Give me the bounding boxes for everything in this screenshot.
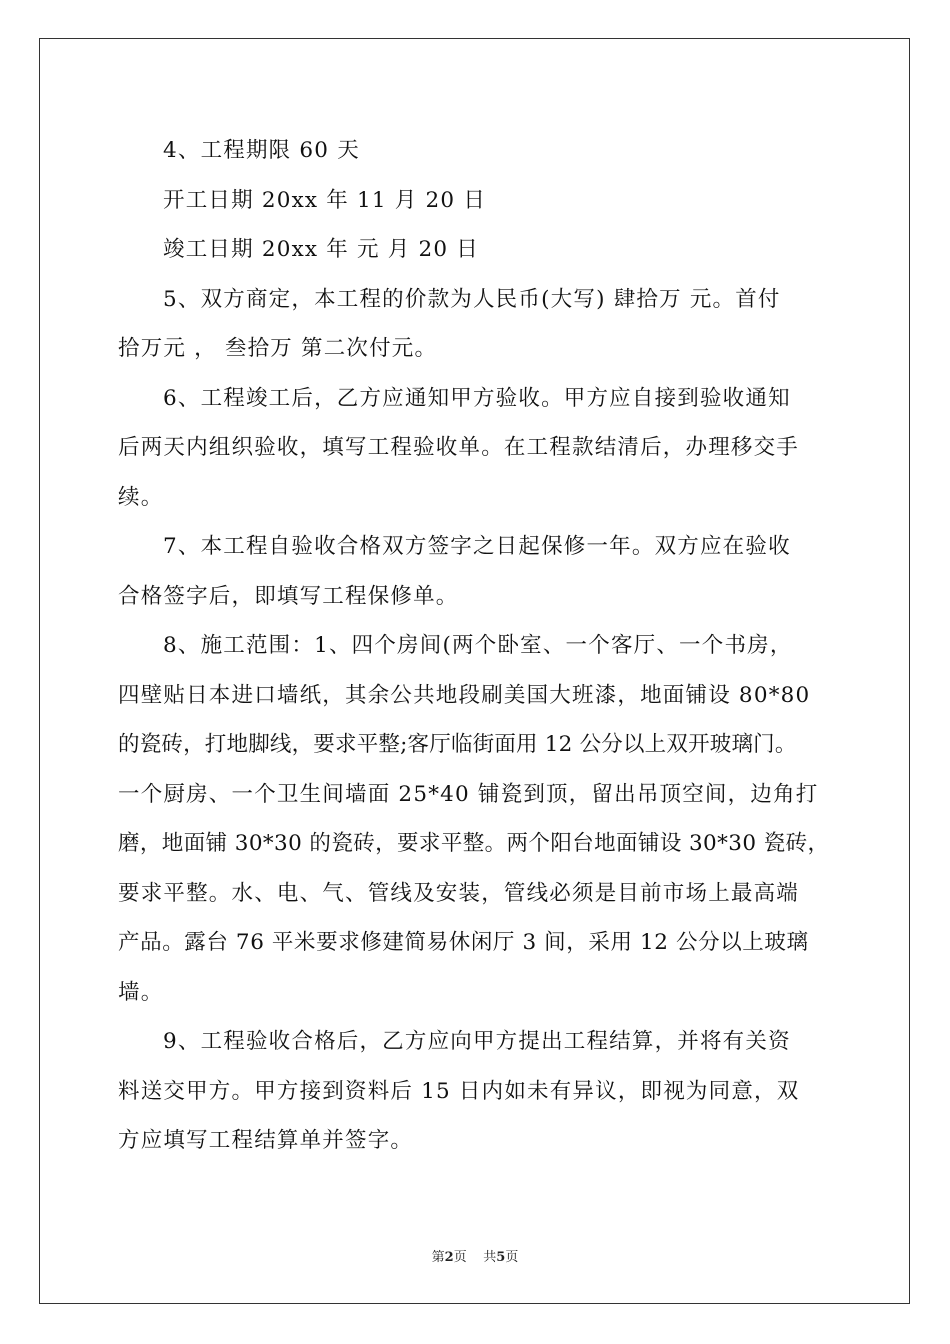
start-date-line: 开工日期 20xx 年 11 月 20 日	[163, 187, 487, 213]
clause-6-paragraph	[118, 374, 838, 523]
paragraph-line: 5、双方商定，本工程的价款为人民币(大写) 肆拾万 元。首付	[163, 286, 781, 312]
paragraph-line: 6、工程竣工后，乙方应通知甲方验收。甲方应自接到验收通知	[163, 385, 791, 411]
clause-7-paragraph	[118, 522, 838, 621]
construction-period-line: 4、工程期限 60 天	[163, 138, 360, 163]
paragraph-line: 产品。露台 76 平米要求修建简易休闲厅 3 间，采用 12 公分以上玻璃	[118, 930, 809, 955]
clause-5-paragraph	[118, 275, 838, 374]
page-prefix: 第	[431, 1250, 445, 1265]
total-suffix: 页	[505, 1250, 519, 1265]
paragraph-line: 四壁贴日本进口墙纸，其余公共地段刷美国大班漆，地面铺设 80*80	[118, 682, 811, 708]
paragraph-line: 8、施工范围：1、四个房间(两个卧室、一个客厅、一个书房，	[163, 633, 793, 658]
paragraph-line: 9、工程验收合格后，乙方应向甲方提出工程结算，并将有关资	[163, 1029, 791, 1054]
document-body	[118, 126, 838, 1166]
paragraph-line: 墙。	[118, 979, 164, 1005]
paragraph-line: 后两天内组织验收，填写工程验收单。在工程款结清后，办理移交手	[118, 435, 800, 460]
total-pages: 5	[496, 1250, 506, 1265]
paragraph-line: 合格签字后，即填写工程保修单。	[118, 583, 459, 609]
clause-9-paragraph	[118, 1017, 838, 1166]
completion-date-line: 竣工日期 20xx 年 元 月 20 日	[163, 237, 479, 262]
paragraph-line: 磨，地面铺 30*30 的瓷砖，要求平整。两个阳台地面铺设 30*30 瓷砖，	[118, 831, 830, 856]
page-suffix: 页	[453, 1250, 467, 1265]
paragraph-line: 7、本工程自验收合格双方签字之日起保修一年。双方应在验收	[163, 534, 791, 559]
page-footer	[0, 1246, 950, 1265]
page-number: 2	[444, 1250, 454, 1265]
paragraph-line: 的瓷砖，打地脚线，要求平整;客厅临街面用 12 公分以上双开玻璃门。	[118, 732, 797, 757]
paragraph-line: 料送交甲方。甲方接到资料后 15 日内如未有异议，即视为同意，双	[118, 1078, 800, 1104]
paragraph-line: 方应填写工程结算单并签字。	[118, 1128, 414, 1153]
paragraph-line: 一个厨房、一个卫生间墙面 25*40 铺瓷到顶，留出吊顶空间，边角打	[118, 781, 819, 807]
clause-8-paragraph	[118, 621, 838, 1017]
total-prefix: 共	[483, 1250, 497, 1265]
paragraph-line: 要求平整。水、电、气、管线及安装，管线必须是目前市场上最高端	[118, 880, 800, 906]
paragraph-line: 续。	[118, 484, 164, 510]
paragraph-line: 拾万元 ， 叁拾万 第二次付元。	[118, 336, 438, 361]
